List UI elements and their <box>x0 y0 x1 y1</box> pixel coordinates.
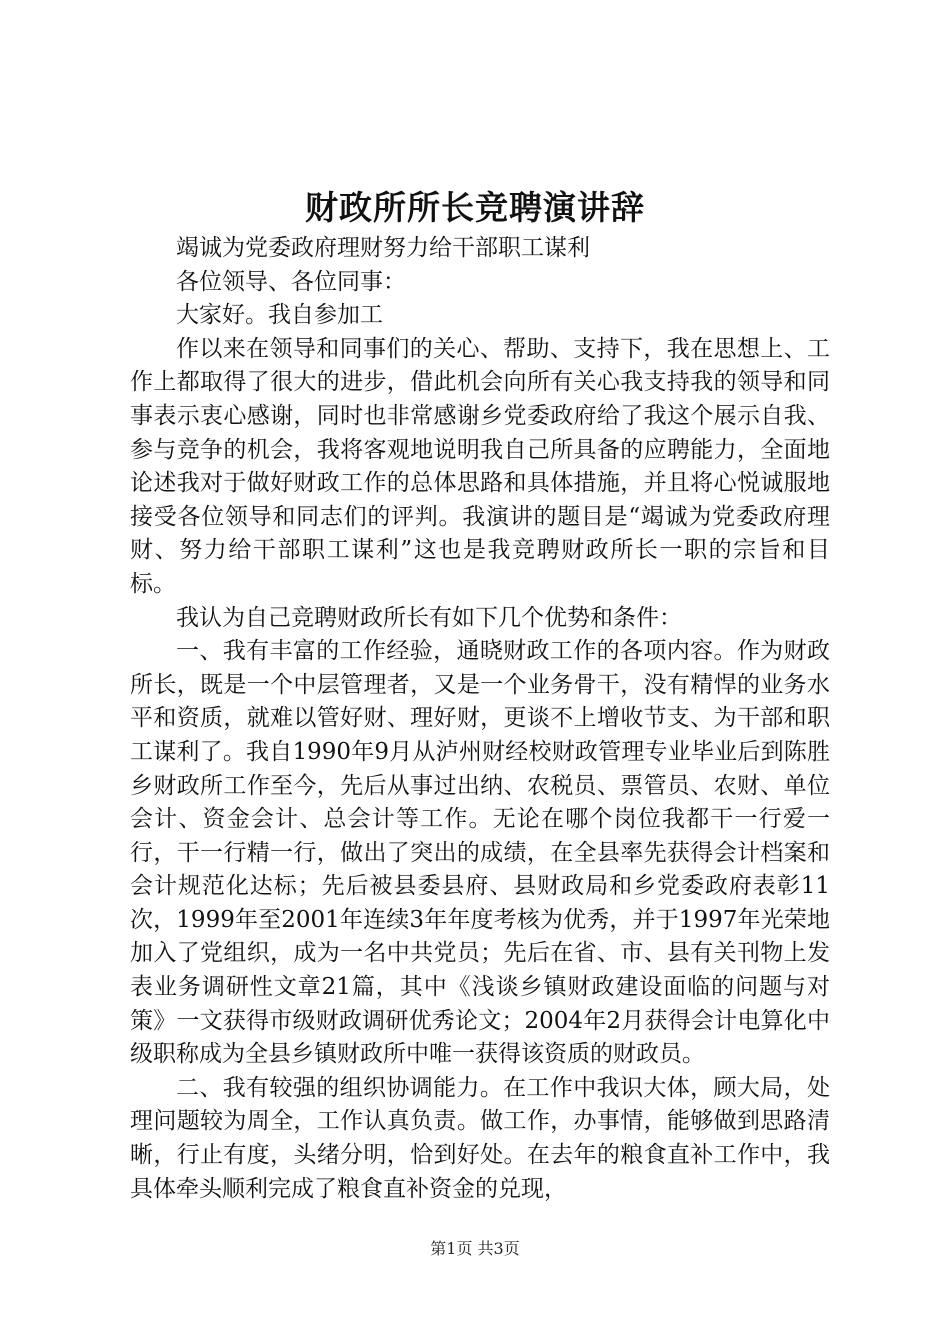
paragraph-point-one: 一、我有丰富的工作经验，通晓财政工作的各项内容。作为财政所长，既是一个中层管理者，又是一个业务骨干，没有精悍的业务水平和资质，就难以管好财、理好财，更谈不上增收节支、为干部和职工谋利了。我自1990年9月从泸州财经校财政管理专业毕业后到陈胜乡财政所工作至今，先后从事过出纳、农税员、票管员、农财、单位会计、资金会计、总会计等工作。无论在哪个岗位我都干一行爱一行，干一行精一行，做出了突出的成绩，在全县率先获得会计档案和会计规范化达标；先后被县委县府、县财政局和乡党委政府表彰11次，1999年至2001年连续3年年度考核为优秀，并于1997年光荣地加入了党组织，成为一名中共党员；先后在省、市、县有关刊物上发表业务调研性文章21篇，其中《浅谈乡镇财政建设面临的问题与对策》一文获得市级财政调研优秀论文；2004年2月获得会计电算化中级职称成为全县乡镇财政所中唯一获得该资质的财政员。 <box>130 638 830 1068</box>
paragraph-intro: 作以来在领导和同事们的关心、帮助、支持下，我在思想上、工作上都取得了很大的进步，借此机会向所有关心我支持我的领导和同事表示衷心感谢，同时也非常感谢乡党委政府给了我这个展示自我、参与竞争的机会，我将客观地说明我自己所具备的应聘能力，全面地论述我对于做好财政工作的总体思路和具体措施，并且将心悦诚服地接受各位领导和同志们的评判。我演讲的题目是“竭诚为党委政府理财、努力给干部职工谋利”这也是我竞聘财政所长一职的宗旨和目标。 <box>130 335 830 597</box>
document-body <box>130 232 830 1206</box>
paragraph-greeting: 大家好。我自参加工 <box>176 302 383 329</box>
paragraph-advantages: 我认为自己竞聘财政所长有如下几个优势和条件： <box>176 604 682 631</box>
paragraph-salutation: 各位领导、各位同事： <box>176 268 406 295</box>
paragraph-point-two: 二、我有较强的组织协调能力。在工作中我识大体，顾大局，处理问题较为周全，工作认真负责。做工作，办事情，能够做到思路清晰，行止有度，头绪分明，恰到好处。在去年的粮食直补工作中，我具体牵头顺利完成了粮食直补资金的兑现， <box>130 1074 830 1202</box>
document-title: 财政所所长竞聘演讲辞 <box>305 188 645 227</box>
page-footer: 第1页 共3页 <box>430 1239 520 1258</box>
paragraph-subtitle: 竭诚为党委政府理财努力给干部职工谋利 <box>176 235 590 261</box>
